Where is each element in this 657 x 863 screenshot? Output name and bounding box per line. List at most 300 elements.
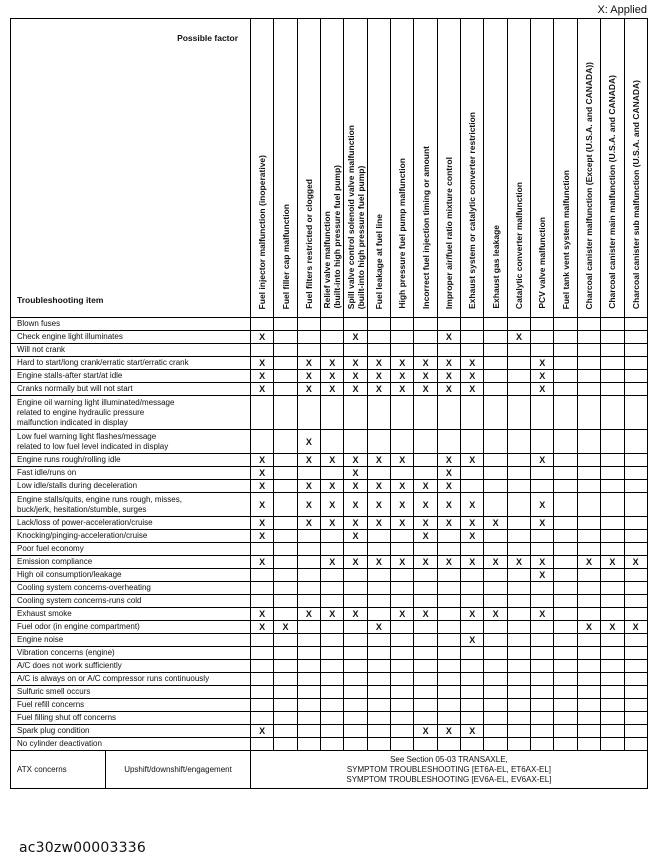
applied-mark-cell: X — [437, 467, 460, 480]
applied-mark-cell — [391, 344, 414, 357]
applied-mark-cell — [531, 673, 554, 686]
applied-mark-cell — [601, 712, 624, 725]
applied-mark-cell — [624, 543, 647, 556]
table-row — [11, 686, 648, 699]
factor-column-header — [577, 19, 600, 318]
applied-mark-cell — [437, 673, 460, 686]
applied-mark-cell: X — [531, 569, 554, 582]
applied-mark-cell — [274, 344, 297, 357]
applied-mark-cell — [251, 699, 274, 712]
applied-mark-cell — [437, 530, 460, 543]
applied-mark-cell — [624, 738, 647, 751]
applied-mark-cell: X — [344, 530, 367, 543]
applied-mark-cell — [461, 331, 484, 344]
applied-mark-cell: X — [344, 357, 367, 370]
applied-mark-cell — [484, 318, 507, 331]
applied-mark-cell: X — [531, 493, 554, 517]
applied-mark-cell: X — [344, 556, 367, 569]
applied-mark-cell — [624, 647, 647, 660]
applied-mark-cell: X — [344, 331, 367, 344]
applied-mark-cell — [274, 582, 297, 595]
applied-mark-cell — [414, 454, 437, 467]
applied-mark-cell: X — [461, 370, 484, 383]
applied-mark-cell: X — [321, 556, 344, 569]
applied-mark-cell — [554, 608, 577, 621]
applied-mark-cell — [344, 634, 367, 647]
applied-mark-cell — [531, 738, 554, 751]
applied-mark-cell — [461, 569, 484, 582]
applied-mark-cell: X — [507, 556, 530, 569]
applied-mark-cell — [367, 634, 390, 647]
applied-mark-cell — [531, 430, 554, 454]
applied-mark-cell — [531, 396, 554, 430]
applied-mark-cell — [624, 467, 647, 480]
troubleshooting-item: Will not crank — [11, 344, 251, 357]
applied-mark-cell — [507, 430, 530, 454]
applied-mark-cell — [624, 634, 647, 647]
applied-mark-cell — [577, 725, 600, 738]
applied-mark-cell — [531, 621, 554, 634]
applied-mark-cell — [601, 454, 624, 467]
applied-mark-cell: X — [344, 467, 367, 480]
table-row — [11, 480, 648, 493]
applied-mark-cell: X — [414, 493, 437, 517]
table-row — [11, 467, 648, 480]
applied-mark-cell — [414, 430, 437, 454]
applied-mark-cell — [507, 595, 530, 608]
troubleshooting-item: Fuel filling shut off concerns — [11, 712, 251, 725]
applied-mark-cell — [344, 673, 367, 686]
troubleshooting-item: Engine noise — [11, 634, 251, 647]
applied-mark-cell: X — [437, 480, 460, 493]
applied-mark-cell — [531, 686, 554, 699]
applied-mark-cell: X — [367, 383, 390, 396]
applied-mark-cell: X — [251, 621, 274, 634]
applied-mark-cell — [344, 543, 367, 556]
applied-mark-cell — [297, 396, 320, 430]
applied-mark-cell — [507, 467, 530, 480]
table-row — [11, 595, 648, 608]
applied-mark-cell: X — [321, 480, 344, 493]
applied-mark-cell: X — [624, 556, 647, 569]
applied-mark-cell — [461, 582, 484, 595]
applied-mark-cell — [601, 673, 624, 686]
applied-mark-cell — [367, 331, 390, 344]
troubleshooting-item: Blown fuses — [11, 318, 251, 331]
table-row — [11, 530, 648, 543]
applied-mark-cell — [507, 738, 530, 751]
applied-mark-cell — [484, 331, 507, 344]
applied-mark-cell — [251, 647, 274, 660]
factor-label: Incorrect fuel injection timing or amount — [420, 146, 431, 309]
applied-mark-cell — [344, 430, 367, 454]
applied-mark-cell — [321, 582, 344, 595]
applied-mark-cell — [251, 543, 274, 556]
applied-mark-cell — [414, 396, 437, 430]
applied-mark-cell — [554, 699, 577, 712]
applied-mark-cell — [321, 621, 344, 634]
applied-mark-cell — [367, 673, 390, 686]
applied-mark-cell — [531, 647, 554, 660]
applied-mark-cell: X — [344, 517, 367, 530]
applied-mark-cell: X — [577, 621, 600, 634]
applied-mark-cell — [414, 543, 437, 556]
applied-mark-cell — [344, 569, 367, 582]
applied-mark-cell: X — [297, 370, 320, 383]
applied-mark-cell — [274, 467, 297, 480]
applied-mark-cell — [531, 634, 554, 647]
troubleshooting-item: Fuel refill concerns — [11, 699, 251, 712]
applied-mark-cell — [507, 569, 530, 582]
applied-mark-cell — [601, 647, 624, 660]
troubleshooting-matrix — [10, 18, 648, 789]
applied-mark-cell — [297, 634, 320, 647]
applied-mark-cell — [274, 608, 297, 621]
applied-mark-cell — [274, 738, 297, 751]
applied-mark-cell — [554, 517, 577, 530]
applied-mark-cell — [577, 699, 600, 712]
table-row — [11, 738, 648, 751]
applied-mark-cell — [577, 467, 600, 480]
applied-mark-cell — [321, 467, 344, 480]
applied-mark-cell — [577, 595, 600, 608]
applied-mark-cell: X — [531, 357, 554, 370]
applied-mark-cell — [507, 383, 530, 396]
applied-mark-cell: X — [251, 493, 274, 517]
applied-mark-cell — [507, 621, 530, 634]
applied-mark-cell — [484, 493, 507, 517]
applied-mark-cell — [577, 738, 600, 751]
applied-mark-cell — [297, 699, 320, 712]
applied-mark-cell — [601, 686, 624, 699]
troubleshooting-item: Hard to start/long crank/erratic start/erratic crank — [11, 357, 251, 370]
applied-mark-cell — [507, 357, 530, 370]
applied-mark-cell — [297, 738, 320, 751]
factor-column-header — [344, 19, 367, 318]
applied-mark-cell — [461, 647, 484, 660]
applied-mark-cell — [461, 396, 484, 430]
applied-mark-cell — [577, 493, 600, 517]
troubleshooting-item: A/C does not work sufficiently — [11, 660, 251, 673]
applied-mark-cell — [391, 738, 414, 751]
applied-mark-cell — [414, 582, 437, 595]
applied-mark-cell — [437, 582, 460, 595]
applied-mark-cell — [531, 712, 554, 725]
factor-column-header — [251, 19, 274, 318]
applied-mark-cell — [554, 673, 577, 686]
applied-mark-cell — [507, 370, 530, 383]
applied-mark-cell — [531, 467, 554, 480]
factor-column-header — [507, 19, 530, 318]
applied-mark-cell — [554, 383, 577, 396]
applied-mark-cell: X — [484, 556, 507, 569]
applied-mark-cell: X — [414, 725, 437, 738]
factor-column-header — [297, 19, 320, 318]
troubleshooting-item: Cooling system concerns-runs cold — [11, 595, 251, 608]
troubleshooting-item: Engine runs rough/rolling idle — [11, 454, 251, 467]
applied-mark-cell — [274, 430, 297, 454]
applied-mark-cell — [274, 556, 297, 569]
table-row — [11, 517, 648, 530]
applied-mark-cell: X — [437, 556, 460, 569]
applied-mark-cell — [367, 396, 390, 430]
applied-mark-cell — [344, 647, 367, 660]
applied-mark-cell — [344, 595, 367, 608]
troubleshooting-item: Poor fuel economy — [11, 543, 251, 556]
applied-mark-cell — [437, 608, 460, 621]
table-row — [11, 582, 648, 595]
factor-label: Catalytic converter malfunction — [513, 181, 524, 309]
applied-mark-cell — [274, 634, 297, 647]
applied-mark-cell — [507, 699, 530, 712]
applied-mark-cell: X — [437, 725, 460, 738]
applied-mark-cell — [297, 318, 320, 331]
applied-mark-cell: X — [297, 493, 320, 517]
applied-mark-cell — [554, 344, 577, 357]
applied-mark-cell — [577, 517, 600, 530]
factor-label: Fuel filler cap malfunction — [280, 203, 291, 309]
applied-mark-cell — [297, 712, 320, 725]
applied-mark-cell — [437, 396, 460, 430]
applied-mark-cell: X — [297, 383, 320, 396]
applied-mark-cell — [437, 634, 460, 647]
table-row — [11, 318, 648, 331]
applied-mark-cell — [624, 595, 647, 608]
applied-mark-cell — [624, 318, 647, 331]
applied-mark-cell — [484, 660, 507, 673]
applied-mark-cell — [554, 454, 577, 467]
applied-mark-cell: X — [391, 517, 414, 530]
applied-mark-cell — [437, 686, 460, 699]
applied-mark-cell — [507, 530, 530, 543]
applied-mark-cell: X — [531, 383, 554, 396]
applied-mark-cell — [624, 480, 647, 493]
applied-mark-cell — [344, 686, 367, 699]
applied-mark-cell: X — [251, 467, 274, 480]
applied-mark-cell — [507, 543, 530, 556]
factor-label: High pressure fuel pump malfunction — [397, 158, 408, 309]
table-row — [11, 621, 648, 634]
applied-mark-cell — [344, 582, 367, 595]
applied-mark-cell — [507, 344, 530, 357]
applied-mark-cell — [414, 738, 437, 751]
applied-mark-cell — [414, 621, 437, 634]
applied-mark-cell — [321, 331, 344, 344]
table-row — [11, 543, 648, 556]
applied-mark-cell — [297, 556, 320, 569]
troubleshooting-item: Cranks normally but will not start — [11, 383, 251, 396]
applied-mark-cell: X — [437, 370, 460, 383]
applied-mark-cell — [484, 383, 507, 396]
applied-mark-cell: X — [367, 493, 390, 517]
applied-mark-cell — [624, 331, 647, 344]
applied-mark-cell — [507, 660, 530, 673]
applied-mark-cell — [321, 595, 344, 608]
applied-mark-cell — [484, 712, 507, 725]
applied-mark-cell — [437, 543, 460, 556]
applied-mark-cell — [601, 595, 624, 608]
applied-mark-cell — [601, 725, 624, 738]
table-row — [11, 725, 648, 738]
applied-mark-cell — [624, 725, 647, 738]
applied-mark-cell: X — [601, 621, 624, 634]
applied-mark-cell — [251, 686, 274, 699]
applied-mark-cell — [321, 543, 344, 556]
factor-column-header — [321, 19, 344, 318]
applied-mark-cell — [391, 673, 414, 686]
applied-mark-cell — [344, 396, 367, 430]
applied-mark-cell — [367, 660, 390, 673]
applied-mark-cell — [461, 699, 484, 712]
applied-mark-cell — [531, 582, 554, 595]
applied-mark-cell — [414, 699, 437, 712]
applied-mark-cell — [577, 569, 600, 582]
applied-mark-cell — [274, 357, 297, 370]
table-row — [11, 344, 648, 357]
applied-mark-cell — [414, 647, 437, 660]
applied-mark-cell: X — [297, 357, 320, 370]
legend-applied: X: Applied — [597, 4, 647, 16]
applied-mark-cell — [344, 621, 367, 634]
applied-mark-cell: X — [391, 370, 414, 383]
applied-mark-cell — [251, 712, 274, 725]
applied-mark-cell — [554, 556, 577, 569]
applied-mark-cell — [577, 430, 600, 454]
applied-mark-cell — [484, 357, 507, 370]
applied-mark-cell — [391, 634, 414, 647]
applied-mark-cell — [391, 543, 414, 556]
applied-mark-cell: X — [437, 357, 460, 370]
applied-mark-cell — [391, 699, 414, 712]
applied-mark-cell — [461, 318, 484, 331]
applied-mark-cell — [531, 331, 554, 344]
factor-label: Charcoal canister main malfunction (U.S.A. and CANADA) — [607, 75, 618, 309]
applied-mark-cell — [414, 673, 437, 686]
applied-mark-cell — [367, 530, 390, 543]
applied-mark-cell — [507, 634, 530, 647]
applied-mark-cell — [321, 699, 344, 712]
factor-label: Fuel tank vent system malfunction — [560, 169, 571, 309]
applied-mark-cell — [554, 357, 577, 370]
applied-mark-cell: X — [251, 383, 274, 396]
factor-label: PCV valve malfunction — [537, 217, 548, 309]
applied-mark-cell — [251, 569, 274, 582]
applied-mark-cell — [484, 673, 507, 686]
applied-mark-cell — [414, 331, 437, 344]
applied-mark-cell — [367, 344, 390, 357]
applied-mark-cell — [601, 370, 624, 383]
applied-mark-cell: X — [437, 331, 460, 344]
applied-mark-cell — [297, 725, 320, 738]
atx-concerns-label: ATX concerns — [11, 751, 106, 789]
applied-mark-cell: X — [297, 430, 320, 454]
applied-mark-cell — [321, 712, 344, 725]
applied-mark-cell — [274, 370, 297, 383]
table-row — [11, 493, 648, 517]
applied-mark-cell: X — [414, 517, 437, 530]
applied-mark-cell — [274, 517, 297, 530]
applied-mark-cell — [601, 530, 624, 543]
troubleshooting-item: Exhaust smoke — [11, 608, 251, 621]
applied-mark-cell — [461, 686, 484, 699]
applied-mark-cell: X — [437, 454, 460, 467]
applied-mark-cell — [367, 595, 390, 608]
applied-mark-cell — [461, 595, 484, 608]
applied-mark-cell: X — [251, 608, 274, 621]
applied-mark-cell — [624, 712, 647, 725]
applied-mark-cell — [624, 530, 647, 543]
applied-mark-cell — [367, 699, 390, 712]
applied-mark-cell: X — [344, 454, 367, 467]
applied-mark-cell — [624, 660, 647, 673]
applied-mark-cell — [391, 530, 414, 543]
applied-mark-cell — [391, 621, 414, 634]
factor-column-header — [274, 19, 297, 318]
applied-mark-cell — [321, 725, 344, 738]
applied-mark-cell — [367, 725, 390, 738]
applied-mark-cell — [297, 569, 320, 582]
applied-mark-cell — [321, 396, 344, 430]
applied-mark-cell — [601, 699, 624, 712]
applied-mark-cell — [577, 647, 600, 660]
applied-mark-cell — [507, 725, 530, 738]
applied-mark-cell — [251, 430, 274, 454]
factor-column-header — [601, 19, 624, 318]
applied-mark-cell: X — [321, 517, 344, 530]
troubleshooting-item: No cylinder deactivation — [11, 738, 251, 751]
factor-column-header — [437, 19, 460, 318]
applied-mark-cell: X — [437, 493, 460, 517]
applied-mark-cell — [297, 647, 320, 660]
applied-mark-cell — [344, 699, 367, 712]
applied-mark-cell — [577, 582, 600, 595]
applied-mark-cell — [274, 331, 297, 344]
troubleshooting-item: Low fuel warning light flashes/message related to low fuel level indicated in display — [11, 430, 251, 454]
applied-mark-cell: X — [367, 357, 390, 370]
troubleshooting-item: Low idle/stalls during deceleration — [11, 480, 251, 493]
applied-mark-cell: X — [251, 556, 274, 569]
applied-mark-cell — [391, 595, 414, 608]
applied-mark-cell — [367, 430, 390, 454]
applied-mark-cell — [601, 634, 624, 647]
troubleshooting-item: Knocking/pinging-acceleration/cruise — [11, 530, 251, 543]
applied-mark-cell — [577, 396, 600, 430]
applied-mark-cell — [274, 712, 297, 725]
applied-mark-cell — [321, 344, 344, 357]
applied-mark-cell — [344, 725, 367, 738]
applied-mark-cell: X — [414, 608, 437, 621]
applied-mark-cell — [577, 480, 600, 493]
applied-mark-cell — [274, 493, 297, 517]
applied-mark-cell — [531, 699, 554, 712]
applied-mark-cell — [321, 430, 344, 454]
applied-mark-cell: X — [461, 634, 484, 647]
applied-mark-cell — [297, 673, 320, 686]
table-row — [11, 430, 648, 454]
applied-mark-cell — [391, 331, 414, 344]
table-row — [11, 712, 648, 725]
applied-mark-cell — [461, 621, 484, 634]
applied-mark-cell — [274, 673, 297, 686]
applied-mark-cell — [577, 608, 600, 621]
applied-mark-cell — [344, 318, 367, 331]
applied-mark-cell — [531, 530, 554, 543]
applied-mark-cell: X — [507, 331, 530, 344]
applied-mark-cell — [577, 660, 600, 673]
applied-mark-cell — [321, 318, 344, 331]
troubleshooting-item: Fast idle/runs on — [11, 467, 251, 480]
atx-row — [11, 751, 648, 789]
